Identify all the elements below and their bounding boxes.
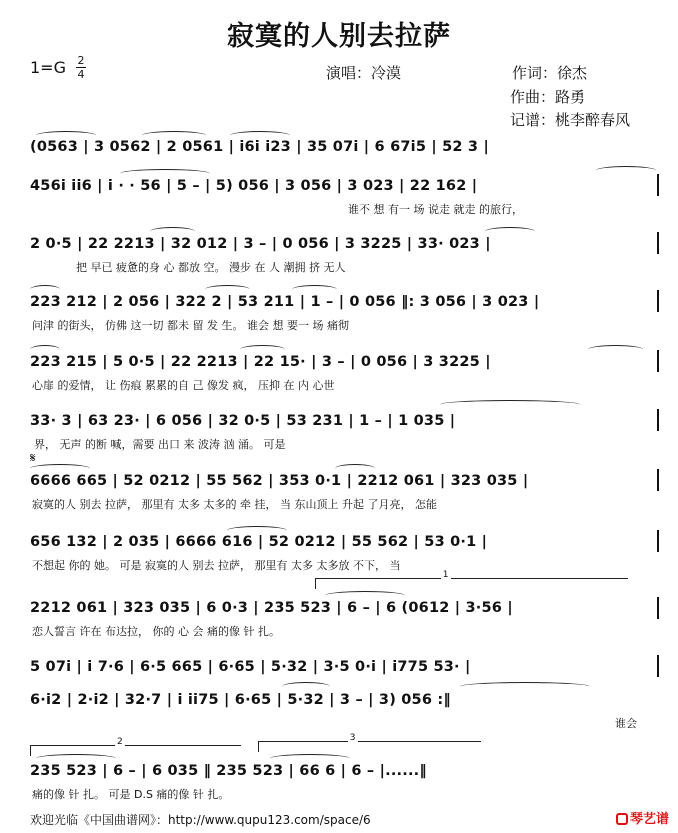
score-line-11-notes: 6·i2 | 2·i2 | 32·7 | i ii75 | 6·65 | 5·32 | 3 – | 3) 056 :‖ [30, 692, 451, 708]
volta-bracket-3 [258, 733, 481, 752]
footer-credit: 欢迎光临《中国曲谱网》：http://www.qupu123.com/space/6 [30, 813, 371, 827]
score-line-9-notes: 2212 061 | 323 035 | 6 0·3 | 235 523 | 6 – | 6 (0612 | 3·56 | [30, 600, 513, 616]
volta-2-label: 2 [117, 737, 123, 747]
logo-icon [616, 813, 628, 825]
volta-3-label: 3 [349, 733, 356, 743]
score-line-8-lyrics: 不想起 你的 她。 可是 寂寞的人 别去 拉萨， 那里有 太多 太多放 不下， 当 [32, 559, 401, 572]
time-signature-top: 2 [77, 54, 85, 67]
score-line-8-notes: 656 132 | 2 035 | 6666 616 | 52 0212 | 55 562 | 53 0·1 | [30, 534, 488, 550]
score-line-2-notes: 456i ii6 | i · · 56 | 5 – | 5) 056 | 3 056 | 3 023 | 22 162 | [30, 178, 478, 194]
score-line-9-lyrics: 恋人誓言 许在 布达拉， 你的 心 会 痛的像 针 扎。 [32, 625, 280, 638]
score-line-12-lyrics: 痛的像 针 扎。 可是 D.S 痛的像 针 扎。 [32, 788, 230, 801]
score-line-5-lyrics: 心扉 的爱情， 让 伤痕 累累的自 己 像发 疯， 压抑 在 内 心世 [32, 379, 335, 392]
score-line-10-notes: 5 07i | i 7·6 | 6·5 665 | 6·65 | 5·32 | 3·5 0·i | i775 53· | [30, 659, 471, 675]
site-logo [616, 808, 669, 827]
time-signature [76, 55, 86, 80]
score-line-4-notes: 223 212 | 2 056 | 322 2 | 53 211 | 1 – | 0 056 ‖: 3 056 | 3 023 | [30, 294, 540, 310]
score-line-7-notes: 6666 665 | 52 0212 | 55 562 | 353 0·1 | 2212 061 | 323 035 | [30, 473, 529, 489]
score-line-3-lyrics: 把 早已 疲惫的身 心 都放 空。 漫步 在 人 潮拥 挤 无人 [76, 261, 346, 274]
score-line-2-lyrics: 谁不 想 有一 场 说走 就走 的旅行， [348, 203, 523, 216]
transcriber-credit: 记谱：桃李醉春风 [510, 111, 631, 129]
volta-1-label: 1 [442, 570, 449, 580]
score-line-1-notes: (0563 | 3 0562 | 2 0561 | i6i i23 | 35 07i | 6 67i5 | 52 3 | [30, 139, 489, 155]
score-line-4-lyrics: 问津 的街头， 仿佛 这一切 都未 留 发 生。 谁会 想 要一 场 痛彻 [32, 319, 349, 332]
song-title: 寂寞的人别去拉萨 [227, 21, 451, 52]
score-line-6-lyrics: 界， 无声 的断 喊，需要 出口 来 波涛 汹 涌。 可是 [34, 438, 286, 451]
score-line-11-lyrics: 谁会 [615, 717, 637, 730]
key-signature: 1=G [30, 58, 66, 77]
singer-credit: 演唱：冷漠 [326, 64, 402, 82]
score-line-12-notes: 235 523 | 6 – | 6 035 ‖ 235 523 | 66 6 | 6 – |......‖ [30, 763, 427, 779]
volta-bracket-1 [315, 570, 628, 589]
score-line-3-notes: 2 0·5 | 22 2213 | 32 012 | 3 – | 0 056 | 3 3225 | 33· 023 | [30, 236, 491, 252]
composer-credit: 作曲：路勇 [510, 88, 586, 106]
score-line-7-lyrics: 寂寞的人 别去 拉萨， 那里有 太多 太多的 牵 挂， 当 东山顶上 升起 了月亮， 怎能 [32, 498, 437, 511]
logo-text: 琴艺谱 [630, 812, 670, 827]
score-line-6-notes: 33· 3 | 63 23· | 6 056 | 32 0·5 | 53 231 | 1 – | 1 035 | [30, 413, 456, 429]
time-signature-bottom: 4 [77, 68, 85, 81]
score-line-5-notes: 223 215 | 5 0·5 | 22 2213 | 22 15· | 3 – | 0 056 | 3 3225 | [30, 354, 491, 370]
segno-sign: 𝄋 [30, 451, 36, 466]
lyricist-credit: 作词：徐杰 [512, 64, 588, 82]
